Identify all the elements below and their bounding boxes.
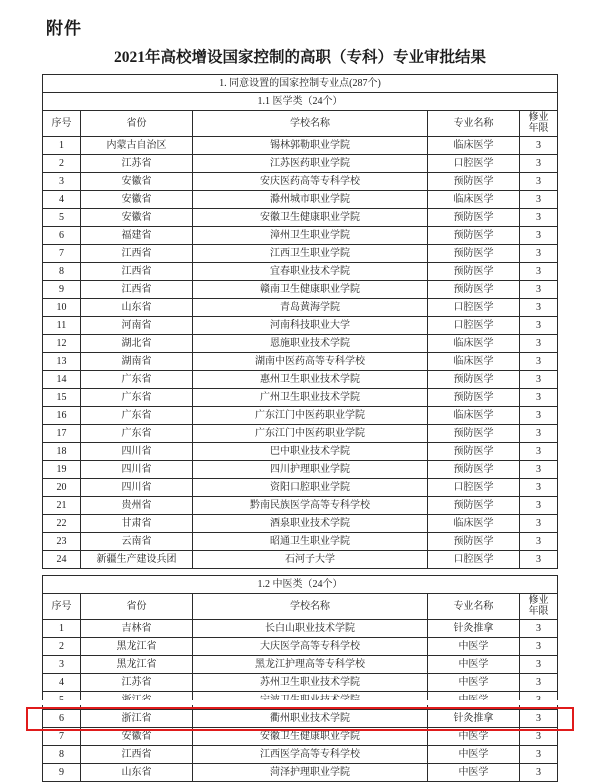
cell-major: 口腔医学	[427, 317, 519, 335]
cell-years: 3	[519, 407, 557, 425]
cell-years: 3	[519, 515, 557, 533]
cell-no: 8	[43, 263, 81, 281]
cell-province: 安徽省	[81, 191, 193, 209]
cell-no: 17	[43, 425, 81, 443]
cell-years: 3	[519, 425, 557, 443]
cell-major: 口腔医学	[427, 299, 519, 317]
table-row	[43, 155, 558, 173]
table-row	[43, 299, 558, 317]
cell-years: 3	[519, 710, 557, 728]
cell-no: 9	[43, 764, 81, 782]
cell-major: 预防医学	[427, 497, 519, 515]
cell-school: 石河子大学	[193, 551, 428, 569]
cell-major: 口腔医学	[427, 551, 519, 569]
cell-no: 22	[43, 515, 81, 533]
cell-school: 青岛黄海学院	[193, 299, 428, 317]
header-years-line2: 年限	[528, 122, 549, 134]
cell-school: 巴中职业技术学院	[193, 443, 428, 461]
cell-school: 锡林郭勒职业学院	[193, 137, 428, 155]
table-row	[43, 245, 558, 263]
header-major: 专业名称	[427, 594, 519, 620]
cell-years: 3	[519, 191, 557, 209]
cell-province: 江苏省	[81, 155, 193, 173]
header-years-line2: 年限	[528, 605, 549, 617]
cell-years: 3	[519, 551, 557, 569]
cell-province: 黑龙江省	[81, 638, 193, 656]
table-row	[43, 710, 558, 728]
cell-major: 预防医学	[427, 245, 519, 263]
cell-major: 临床医学	[427, 353, 519, 371]
cell-province: 甘肃省	[81, 515, 193, 533]
cell-major: 针灸推拿	[427, 710, 519, 728]
cell-school: 江西医学高等专科学校	[193, 746, 428, 764]
cell-no: 5	[43, 209, 81, 227]
cell-years: 3	[519, 263, 557, 281]
header-years-line1: 修业	[528, 595, 549, 606]
cell-province: 安徽省	[81, 209, 193, 227]
cell-school: 惠州卫生职业技术学院	[193, 371, 428, 389]
cell-years: 3	[519, 479, 557, 497]
table-row	[43, 425, 558, 443]
cell-major: 临床医学	[427, 191, 519, 209]
cell-no: 2	[43, 155, 81, 173]
cell-school: 江西卫生职业学院	[193, 245, 428, 263]
cell-major: 中医学	[427, 728, 519, 746]
cell-years: 3	[519, 638, 557, 656]
cell-no: 2	[43, 638, 81, 656]
cell-no: 16	[43, 407, 81, 425]
cell-years: 3	[519, 674, 557, 692]
cell-years: 3	[519, 656, 557, 674]
cell-no: 4	[43, 674, 81, 692]
header-years	[519, 111, 557, 137]
subsection-heading-1-1: 1.1 医学类（24个）	[43, 93, 558, 111]
cell-province: 山东省	[81, 764, 193, 782]
cell-school: 黔南民族医学高等专科学校	[193, 497, 428, 515]
cell-major: 中医学	[427, 656, 519, 674]
table-row	[43, 281, 558, 299]
cell-major: 预防医学	[427, 173, 519, 191]
cell-years: 3	[519, 497, 557, 515]
table-row	[43, 461, 558, 479]
cell-no: 6	[43, 227, 81, 245]
cell-school: 衢州职业技术学院	[193, 710, 428, 728]
cell-no: 6	[43, 710, 81, 728]
cell-province: 江西省	[81, 245, 193, 263]
cell-province: 贵州省	[81, 497, 193, 515]
cell-school: 苏州卫生职业技术学院	[193, 674, 428, 692]
cell-no: 23	[43, 533, 81, 551]
cell-major: 预防医学	[427, 281, 519, 299]
cell-years: 3	[519, 620, 557, 638]
header-major: 专业名称	[427, 111, 519, 137]
cell-province: 吉林省	[81, 620, 193, 638]
cell-years: 3	[519, 746, 557, 764]
cell-province: 四川省	[81, 479, 193, 497]
cell-no: 12	[43, 335, 81, 353]
table-row	[43, 656, 558, 674]
table-row	[43, 263, 558, 281]
cell-major: 中医学	[427, 746, 519, 764]
cell-years: 3	[519, 299, 557, 317]
subsection-heading-row-tcm	[43, 576, 558, 594]
header-years	[519, 594, 557, 620]
cell-years: 3	[519, 443, 557, 461]
header-school: 学校名称	[193, 594, 428, 620]
cell-major: 预防医学	[427, 461, 519, 479]
cell-school: 昭通卫生职业学院	[193, 533, 428, 551]
cell-years: 3	[519, 335, 557, 353]
cell-years: 3	[519, 461, 557, 479]
cell-no: 20	[43, 479, 81, 497]
cell-years: 3	[519, 209, 557, 227]
cell-school: 湖南中医药高等专科学校	[193, 353, 428, 371]
approval-results-table	[42, 74, 558, 569]
cell-school: 滁州城市职业学院	[193, 191, 428, 209]
table-row	[43, 674, 558, 692]
table-row	[43, 173, 558, 191]
cell-major: 中医学	[427, 764, 519, 782]
cell-no: 8	[43, 746, 81, 764]
section-heading-1: 1. 同意设置的国家控制专业点(287个)	[43, 75, 558, 93]
cell-school: 广东江门中医药职业学院	[193, 407, 428, 425]
cell-no: 21	[43, 497, 81, 515]
cell-province: 福建省	[81, 227, 193, 245]
cell-major: 中医学	[427, 674, 519, 692]
cell-school: 安徽卫生健康职业学院	[193, 209, 428, 227]
cell-no: 10	[43, 299, 81, 317]
cell-major: 中医学	[427, 638, 519, 656]
table-row	[43, 353, 558, 371]
table-row	[43, 317, 558, 335]
cell-province: 安徽省	[81, 173, 193, 191]
subsection-heading-row-medical	[43, 93, 558, 111]
cell-province: 新疆生产建设兵团	[81, 551, 193, 569]
table-row	[43, 191, 558, 209]
cell-no: 13	[43, 353, 81, 371]
cell-province: 广东省	[81, 389, 193, 407]
cell-school: 菏泽护理职业学院	[193, 764, 428, 782]
table-row	[43, 620, 558, 638]
cell-years: 3	[519, 764, 557, 782]
cell-school: 广州卫生职业技术学院	[193, 389, 428, 407]
table-row	[43, 497, 558, 515]
table-header-row-tcm	[43, 594, 558, 620]
cell-major: 预防医学	[427, 263, 519, 281]
cell-province: 江西省	[81, 746, 193, 764]
cell-province: 四川省	[81, 461, 193, 479]
table-row	[43, 407, 558, 425]
cell-years: 3	[519, 155, 557, 173]
cell-no: 24	[43, 551, 81, 569]
cell-province: 江苏省	[81, 674, 193, 692]
cell-province: 湖北省	[81, 335, 193, 353]
cell-major: 预防医学	[427, 227, 519, 245]
header-no: 序号	[43, 594, 81, 620]
cell-no: 7	[43, 728, 81, 746]
cell-no: 19	[43, 461, 81, 479]
cell-no: 18	[43, 443, 81, 461]
cell-school: 安庆医药高等专科学校	[193, 173, 428, 191]
table-row	[43, 551, 558, 569]
cell-province: 安徽省	[81, 728, 193, 746]
header-no: 序号	[43, 111, 81, 137]
cell-province: 浙江省	[81, 710, 193, 728]
cell-years: 3	[519, 371, 557, 389]
table-row	[43, 227, 558, 245]
header-school: 学校名称	[193, 111, 428, 137]
cell-major: 预防医学	[427, 425, 519, 443]
cell-major: 临床医学	[427, 407, 519, 425]
cell-province: 广东省	[81, 371, 193, 389]
cell-years: 3	[519, 227, 557, 245]
cell-years: 3	[519, 389, 557, 407]
table-row	[43, 479, 558, 497]
cell-school: 恩施职业技术学院	[193, 335, 428, 353]
cell-years: 3	[519, 245, 557, 263]
cell-major: 临床医学	[427, 335, 519, 353]
section-heading-row	[43, 75, 558, 93]
header-province: 省份	[81, 111, 193, 137]
cell-years: 3	[519, 533, 557, 551]
cell-school: 四川护理职业学院	[193, 461, 428, 479]
cell-major: 口腔医学	[427, 479, 519, 497]
table-row	[43, 443, 558, 461]
page-title: 2021年高校增设国家控制的高职（专科）专业审批结果	[113, 49, 486, 66]
cell-no: 14	[43, 371, 81, 389]
cell-major: 临床医学	[427, 515, 519, 533]
cell-school: 资阳口腔职业学院	[193, 479, 428, 497]
table-row	[43, 209, 558, 227]
cell-province: 广东省	[81, 425, 193, 443]
cell-province: 山东省	[81, 299, 193, 317]
table-header-row-medical	[43, 111, 558, 137]
table-row	[43, 371, 558, 389]
cell-province: 四川省	[81, 443, 193, 461]
cell-years: 3	[519, 728, 557, 746]
cell-province: 江西省	[81, 263, 193, 281]
table-row	[43, 746, 558, 764]
cell-province: 云南省	[81, 533, 193, 551]
cell-major: 预防医学	[427, 533, 519, 551]
header-years-line1: 修业	[528, 112, 549, 123]
header-province: 省份	[81, 594, 193, 620]
cell-school: 酒泉职业技术学院	[193, 515, 428, 533]
cell-no: 3	[43, 656, 81, 674]
cell-no: 1	[43, 137, 81, 155]
table-row	[43, 137, 558, 155]
cell-school: 大庆医学高等专科学校	[193, 638, 428, 656]
cell-years: 3	[519, 281, 557, 299]
cell-no: 7	[43, 245, 81, 263]
cell-no: 1	[43, 620, 81, 638]
cell-major: 预防医学	[427, 443, 519, 461]
cell-major: 针灸推拿	[427, 620, 519, 638]
cell-province: 广东省	[81, 407, 193, 425]
cell-major: 预防医学	[427, 209, 519, 227]
cell-province: 河南省	[81, 317, 193, 335]
cell-years: 3	[519, 173, 557, 191]
cell-years: 3	[519, 137, 557, 155]
cell-school: 安徽卫生健康职业学院	[193, 728, 428, 746]
cell-major: 临床医学	[427, 137, 519, 155]
cell-no: 11	[43, 317, 81, 335]
table-row	[43, 515, 558, 533]
cell-school: 广东江门中医药职业学院	[193, 425, 428, 443]
cell-school: 长白山职业技术学院	[193, 620, 428, 638]
cell-years: 3	[519, 317, 557, 335]
table-row	[43, 533, 558, 551]
table-body	[43, 75, 558, 137]
table-row	[43, 389, 558, 407]
cell-province: 内蒙古自治区	[81, 137, 193, 155]
cell-no: 15	[43, 389, 81, 407]
cell-no: 3	[43, 173, 81, 191]
tcm-section-table	[42, 575, 558, 782]
cell-no: 9	[43, 281, 81, 299]
cell-no: 4	[43, 191, 81, 209]
cell-major: 预防医学	[427, 389, 519, 407]
table-row	[43, 764, 558, 782]
cell-province: 江西省	[81, 281, 193, 299]
cell-province: 黑龙江省	[81, 656, 193, 674]
cell-school: 宜春职业技术学院	[193, 263, 428, 281]
cell-school: 江苏医药职业学院	[193, 155, 428, 173]
attachment-label: 附件	[46, 19, 82, 38]
cell-school: 河南科技职业大学	[193, 317, 428, 335]
cell-school: 赣南卫生健康职业学院	[193, 281, 428, 299]
table-row	[43, 335, 558, 353]
table-row	[43, 638, 558, 656]
cell-province: 湖南省	[81, 353, 193, 371]
cell-school: 黑龙江护理高等专科学校	[193, 656, 428, 674]
cell-major: 预防医学	[427, 371, 519, 389]
cell-major: 口腔医学	[427, 155, 519, 173]
page-bottom-fade	[0, 700, 600, 705]
cell-years: 3	[519, 353, 557, 371]
cell-school: 漳州卫生职业学院	[193, 227, 428, 245]
subsection-heading-1-2: 1.2 中医类（24个）	[43, 576, 558, 594]
table-row	[43, 728, 558, 746]
